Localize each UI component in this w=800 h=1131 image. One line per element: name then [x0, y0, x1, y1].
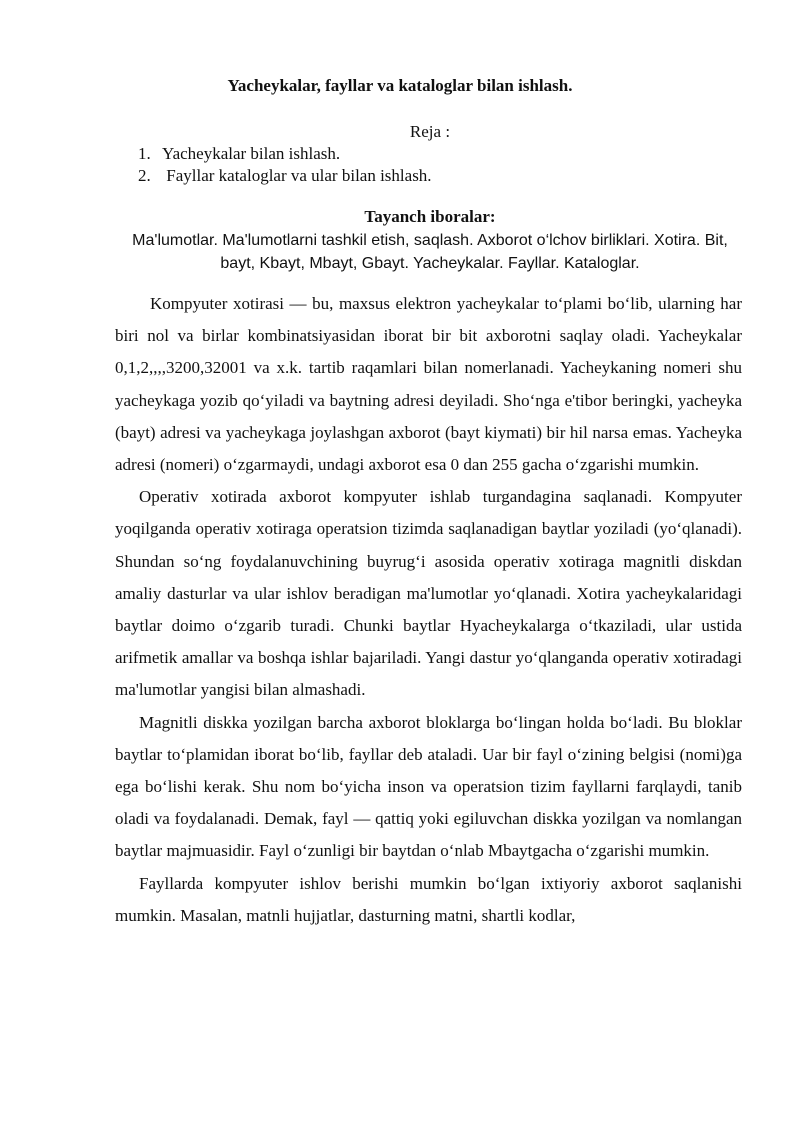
plan-item-text: Yacheykalar bilan ishlash. — [162, 144, 341, 163]
plan-item — [138, 165, 432, 187]
body-paragraph: Operativ xotirada axborot kompyuter ishlab turgandagina saqlanadi. Kompyuter yoqilganda operativ xotiraga operatsion tizimda saqlanadigan baytlar yoziladi (yo‘qlanadi). Shundan so‘ng foydalanuvchining buyrug‘i asosida operativ xotiraga magnitli diskdan amaliy dasturlar va ular ishlov beradigan ma'lumotlar yo‘qlanadi. Xotira yacheykalaridagi baytlar doimo o‘zgarib turadi. Chunki baytlar Hyacheykalarga o‘tkaziladi, ular ustida arifmetik amallar va boshqa ishlar bajariladi. Yangi dastur yo‘qlanganda operativ xotiradagi ma'lumotlar yangisi bilan almashadi. — [115, 487, 742, 700]
body-paragraph: Magnitli diskka yozilgan barcha axborot bloklarga bo‘lingan holda bo‘ladi. Bu bloklar baytlar to‘plamidan iborat bo‘lib, fayllar deb ataladi. Uar bir fayl o‘zining belgisi (nomi)ga ega bo‘lishi kerak. Shu nom bo‘yicha inson va operatsion tizim fayllarni farqlaydi, tanib oladi va foydalanadi. Demak, fayl — qattiq yoki egiluvchan diskka yozilgan va nomlangan baytlar majmuasidir. Fayl o‘zunligi bir baytdan o‘nlab Mbaytgacha o‘zgarishi mumkin. — [115, 712, 742, 861]
document-title: Yacheykalar, fayllar va kataloglar bilan ishlash. — [227, 76, 573, 95]
body-paragraph: Fayllarda kompyuter ishlov berishi mumkin bo‘lgan ixtiyoriy axborot saqlanishi mumkin. Masalan, matnli hujjatlar, dasturning matni, shartli kodlar, — [115, 873, 742, 925]
body-paragraph: Kompyuter xotirasi — bu, maxsus elektron yacheykalar to‘plami bo‘lib, ularning har biri nol va birlar kombinatsiyasidan iborat bir bit axborotni saqlay oladi. Yacheykalar 0,1,2,,,,3200,32001 va x.k. tartib raqamlari bilan nomerlanadi. Yacheykaning nomeri shu yacheykaga yozib qo‘yiladi va baytning adresi deyiladi. Sho‘nga e'tibor beringki, yacheyka (bayt) adresi va yacheykaga joylashgan axborot (bayt kiymati) bir hil narsa emas. Yacheyka adresi (nomeri) o‘zgarmaydi, undagi axborot esa 0 dan 255 gacha o‘zgarishi mumkin. — [115, 294, 742, 475]
plan-list — [138, 143, 432, 187]
plan-item-number: 2. — [138, 166, 151, 185]
document-body — [115, 288, 742, 932]
plan-item-number: 1. — [138, 144, 151, 163]
keywords-text: Ma'lumotlar. Ma'lumotlarni tashkil etish, saqlash. Axborot o‘lchov birliklari. Xotira. Bit, bayt, Kbayt, Mbayt, Gbayt. Yacheykalar. Fayllar. Kataloglar. — [132, 232, 728, 272]
plan-item-text: Fayllar kataloglar va ular bilan ishlash. — [162, 166, 432, 185]
plan-item — [138, 143, 432, 165]
plan-heading: Reja : — [409, 122, 451, 141]
keywords-heading: Tayanch iboralar: — [364, 207, 496, 226]
